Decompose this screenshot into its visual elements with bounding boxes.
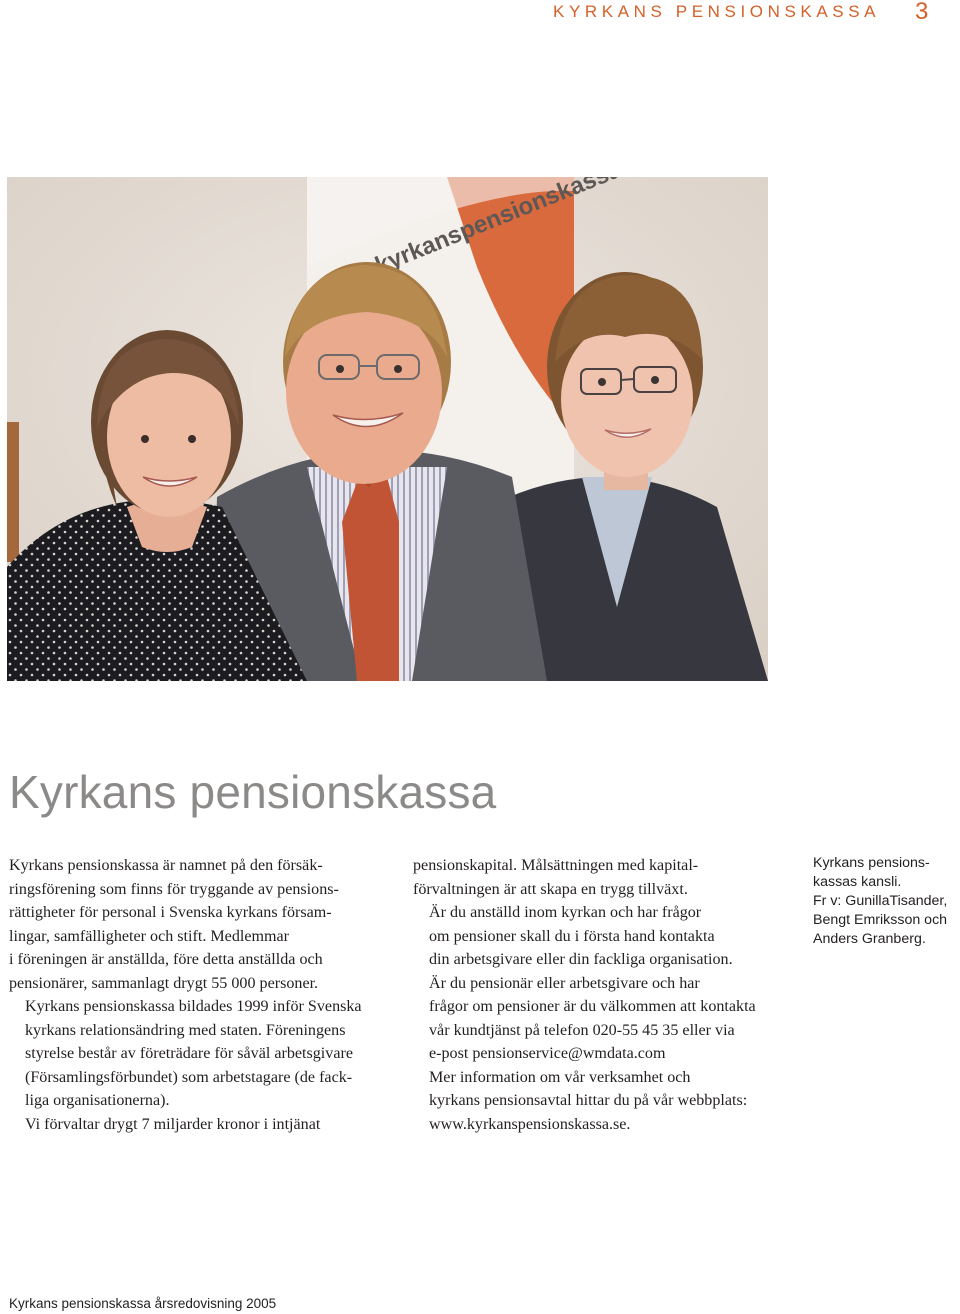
text-line: e-post pensionservice@wmdata.com [429, 1045, 666, 1062]
caption-line: kassas kansli. [813, 874, 902, 890]
text-line: vår kundtjänst på telefon 020-55 45 35 eller via [429, 1021, 735, 1039]
text-line: ringsförening som finns för tryggande av pensions- [9, 880, 339, 898]
text-line: Är du pensionär eller arbetsgivare och har [429, 974, 700, 992]
text-line: kyrkans relationsändring med staten. Föreningens [25, 1021, 346, 1039]
body-paragraph [413, 972, 798, 1066]
body-paragraph [9, 1113, 394, 1137]
text-line: Kyrkans pensionskassa är namnet på den försäk- [9, 857, 323, 874]
text-line: kyrkans pensionsavtal hittar du på vår webbplats: [429, 1092, 748, 1109]
text-line: Är du anställd inom kyrkan och har frågor [429, 904, 702, 921]
page-title: Kyrkans pensionskassa [9, 766, 497, 818]
text-line: liga organisationerna). [25, 1092, 170, 1109]
text-line: www.kyrkanspensionskassa.se. [429, 1115, 631, 1133]
text-line: Kyrkans pensionskassa bildades 1999 inför Svenska [25, 998, 362, 1015]
caption-line: Kyrkans pensions- [813, 855, 930, 871]
text-line: styrelse består av företrädare för såväl arbetsgivare [25, 1045, 353, 1062]
text-line: i föreningen är anställda, före detta anställda och [9, 951, 323, 968]
text-line: Mer information om vår verksamhet och [429, 1068, 691, 1086]
text-line: förvaltningen är att skapa en trygg tillväxt. [413, 880, 688, 898]
staff-photo [7, 177, 768, 681]
body-paragraph [9, 854, 394, 995]
text-line: om pensioner skall du i första hand kontakta [429, 927, 715, 945]
text-line: frågor om pensioner är du välkommen att kontakta [429, 998, 756, 1015]
text-line: Vi förvaltar drygt 7 miljarder kronor i intjänat [25, 1115, 321, 1133]
text-line: din arbetsgivare eller din fackliga organisation. [429, 951, 733, 968]
body-paragraph [413, 854, 798, 901]
text-line: lingar, samfälligheter och stift. Medlemmar [9, 927, 290, 945]
body-paragraph [413, 1066, 798, 1137]
text-line: (Församlingsförbundet) som arbetstagare (de fack- [25, 1068, 353, 1086]
body-column-right [413, 854, 798, 1136]
body-column-left [9, 854, 394, 1136]
body-paragraph [9, 995, 394, 1113]
body-paragraph [413, 901, 798, 972]
text-line: pensionskapital. Målsättningen med kapital- [413, 857, 699, 874]
caption-line: Fr v: GunillaTisander, [813, 893, 948, 909]
page-number: 3 [915, 0, 929, 25]
running-header-title: KYRKANS PENSIONSKASSA [553, 2, 881, 21]
text-line: pensionärer, sammanlagt drygt 55 000 personer. [9, 974, 319, 992]
page-footer: Kyrkans pensionskassa årsredovisning 2005 [9, 1296, 277, 1311]
caption-line: Bengt Emriksson och [813, 912, 948, 928]
text-line: rättigheter för personal i Svenska kyrkans försam- [9, 904, 332, 921]
photo-caption [813, 854, 960, 949]
caption-line: Anders Granberg. [813, 931, 926, 947]
